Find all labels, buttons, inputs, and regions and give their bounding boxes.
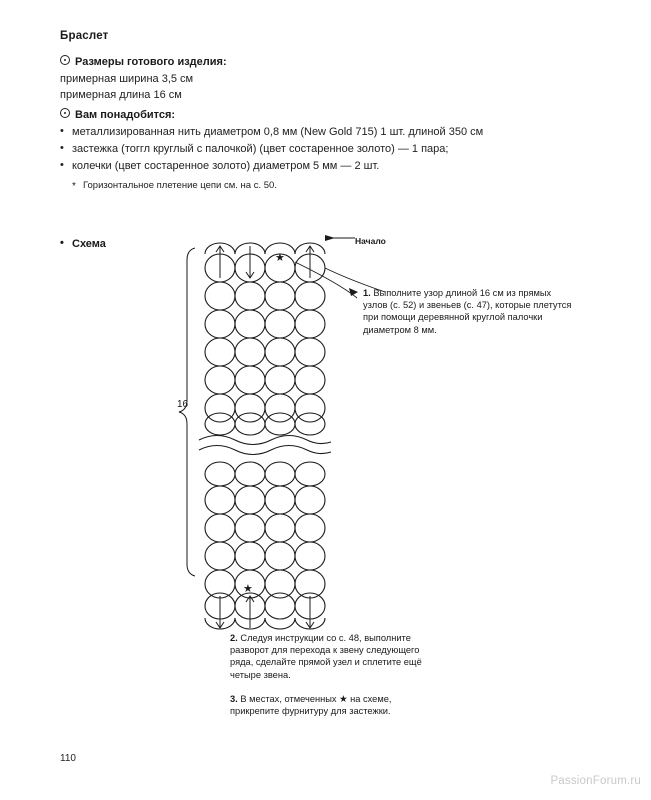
materials-heading-text: Вам понадобится: xyxy=(75,109,176,121)
materials-heading xyxy=(60,108,175,121)
sizes-heading-text: Размеры готового изделия: xyxy=(75,56,227,68)
page-title: Браслет xyxy=(60,30,109,42)
size-length-line: примерная длина 16 см xyxy=(60,89,182,101)
step-2-number: 2. xyxy=(230,633,238,643)
length-measure-label: 16 xyxy=(177,399,189,410)
material-item: • колечки (цвет состаренное золото) диаметром 5 мм — 2 шт. xyxy=(60,160,379,172)
ring-bullet-icon xyxy=(60,108,70,118)
step-3-note xyxy=(230,693,430,717)
step-3-text: В местах, отмеченных ★ на схеме, прикрепите фурнитуру для застежки. xyxy=(230,694,392,717)
sizes-heading xyxy=(60,55,227,68)
step-1-number: 1. xyxy=(363,288,371,298)
step-3-number: 3. xyxy=(230,694,238,704)
scheme-label: • Схема xyxy=(60,238,106,250)
page-number: 110 xyxy=(60,753,76,764)
star-marker-top: ★ xyxy=(275,251,285,264)
materials-footnote: * Горизонтальное плетение цепи см. на с. 50. xyxy=(72,180,277,191)
start-label: Начало xyxy=(355,236,386,246)
step-2-text: Следуя инструкции со с. 48, выполните разворот для перехода к звену следующего ряда, сделайте прямой узел и сплетите ещё четыре звена. xyxy=(230,633,422,680)
watermark: PassionForum.ru xyxy=(550,775,641,787)
size-width-line: примерная ширина 3,5 см xyxy=(60,73,194,85)
ring-bullet-icon xyxy=(60,55,70,65)
material-item: • застежка (тоггл круглый с палочкой) (цвет состаренное золото) — 1 пара; xyxy=(60,143,448,155)
material-item: • металлизированная нить диаметром 0,8 мм (New Gold 715) 1 шт. длиной 350 см xyxy=(60,126,483,138)
star-marker-bottom: ★ xyxy=(243,582,253,595)
step-2-note xyxy=(230,632,430,681)
step-1-text: Выполните узор длиной 16 см из прямых узлов (с. 52) и звеньев (с. 47), которые плетутся при помощи деревянной круглой палочки диаметром 8 мм. xyxy=(363,288,572,335)
step-1-note xyxy=(363,287,578,336)
